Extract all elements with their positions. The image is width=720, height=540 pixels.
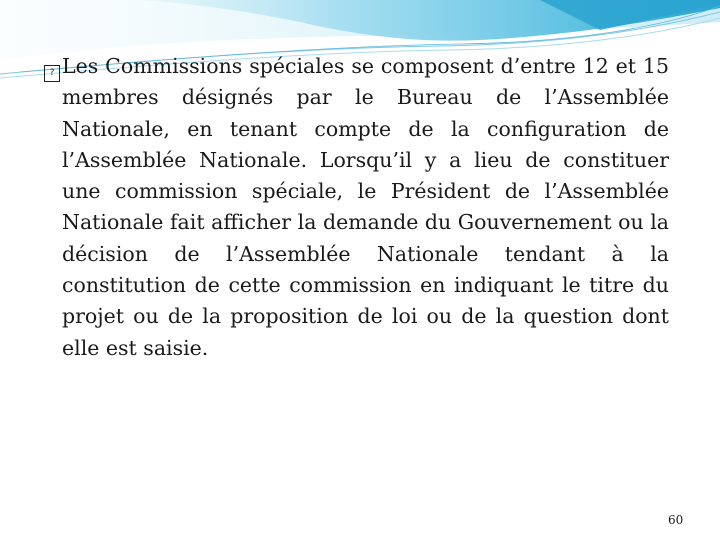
page-number: 60 xyxy=(668,513,684,527)
slide-body-paragraph xyxy=(49,51,669,364)
paragraph-text: Les Commissions spéciales se composent d’entre 12 et 15 membres désignés par le Bureau de l’Assemblée Nationale, en tenant compte de la configuration de l’Assemblée Nationale. Lorsqu’il y a lieu de constituer une commission spéciale, le Président de l’Assemblée Nationale fait afficher la demande du Gouvernement ou la décision de l’Assemblée Nationale tendant à la constitution de cette commission en indiquant le titre du projet ou de la proposition de loi ou de la question dont elle est saisie. xyxy=(62,54,669,360)
missing-glyph-bullet-icon: ? xyxy=(44,65,60,82)
